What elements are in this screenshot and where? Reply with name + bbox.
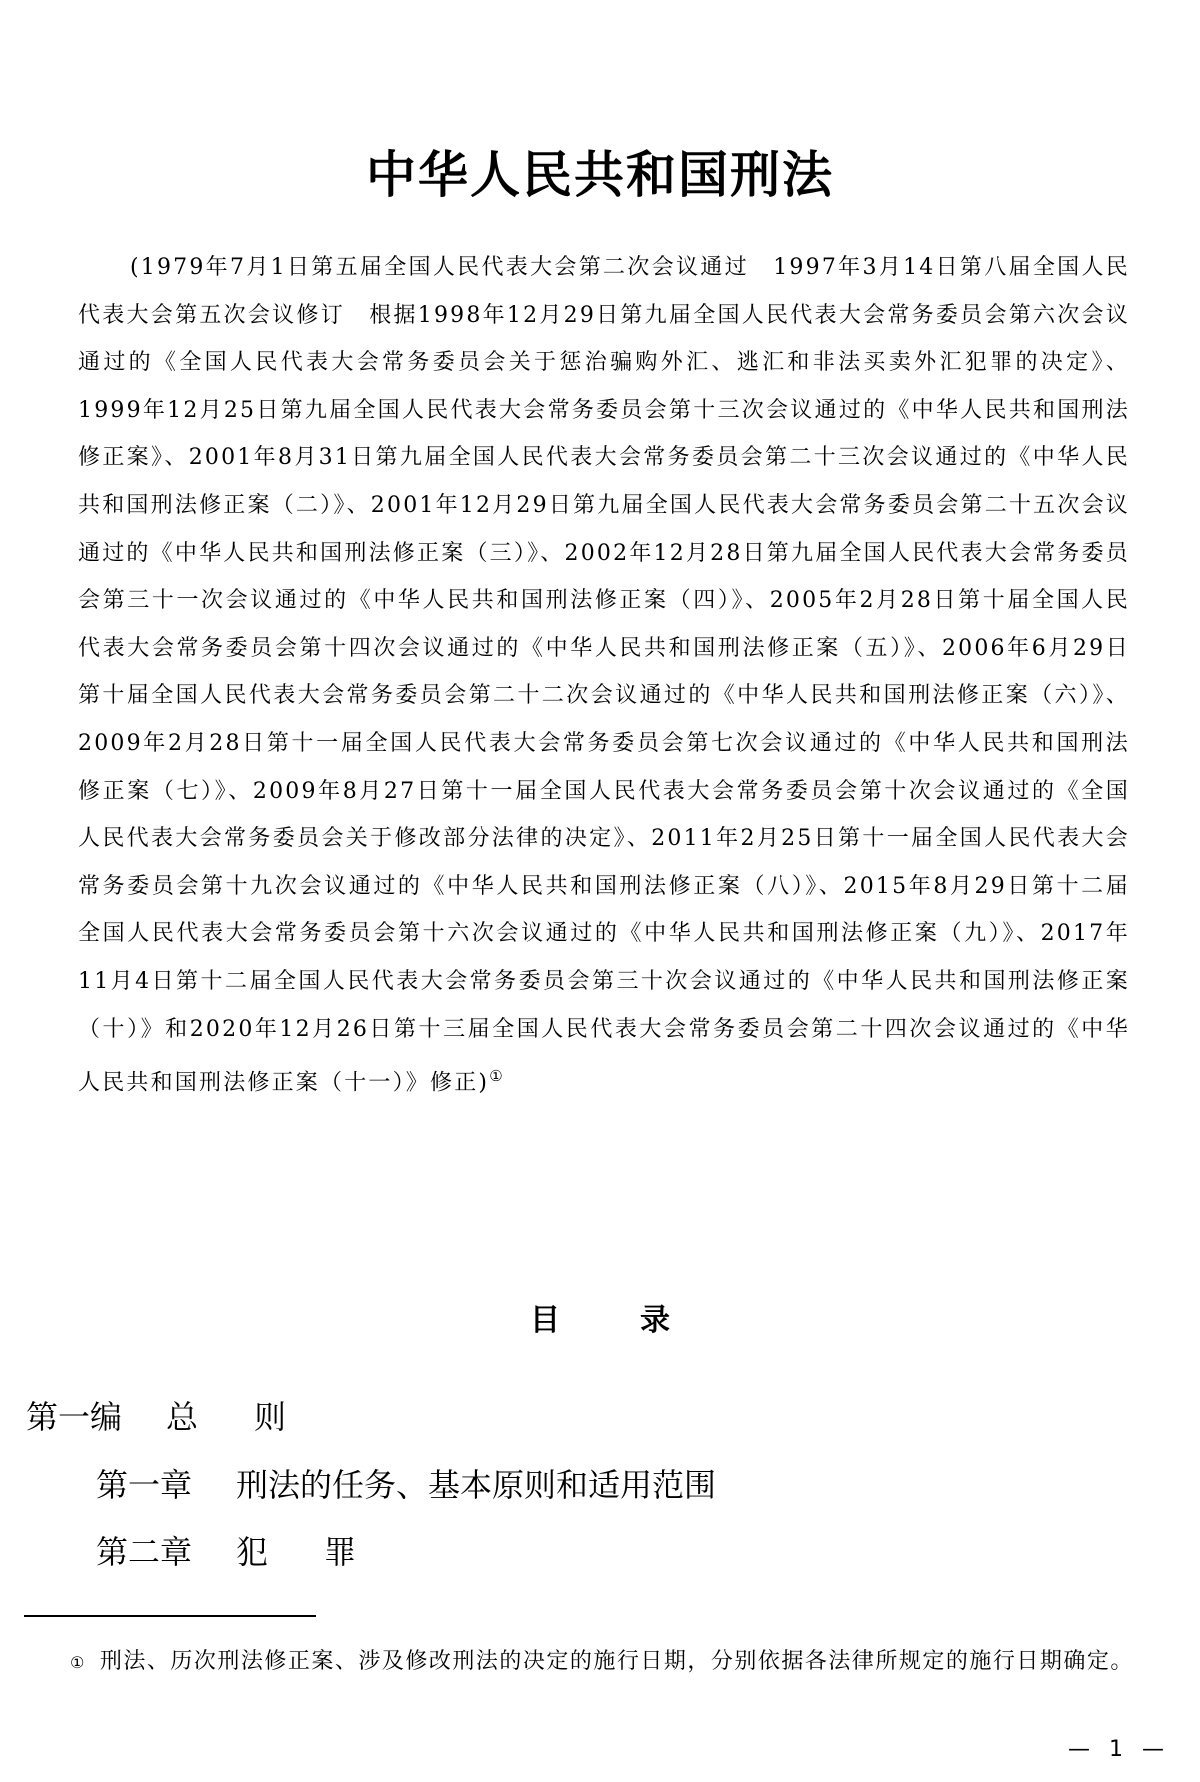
footnote-text: 刑法、历次刑法修正案、涉及修改刑法的决定的施行日期，分别依据各法律所规定的施行日期确定。: [99, 1649, 1134, 1674]
preface-paragraph: [78, 244, 1130, 1107]
page-number: — 1 —: [1068, 1737, 1170, 1762]
toc-chapter-title: 犯罪: [236, 1533, 413, 1571]
toc-chapter-label: 第二章: [96, 1533, 193, 1571]
footnote-divider: [24, 1615, 316, 1617]
toc-item-chapter-2[interactable]: [96, 1530, 412, 1574]
toc-chapter-title: 刑法的任务、基本原则和适用范围: [236, 1466, 717, 1504]
toc-heading-right: 录: [640, 1303, 670, 1338]
toc-item-chapter-1[interactable]: [96, 1463, 716, 1507]
footnote: [26, 1642, 1176, 1683]
preface-text: (1979年7月1日第五届全国人民代表大会第二次会议通过 1997年3月14日第八届全国人民代表大会第五次会议修订 根据1998年12月29日第九届全国人民代表大会常务委员会第六次会议通过的《全国人民代表大会常务委员会关于惩治骗购外汇、逃汇和非法买卖外汇犯罪的决定》、1999年12月25日第九届全国人民代表大会常务委员会第十三次会议通过的《中华人民共和国刑法修正案》、2001年8月31日第九届全国人民代表大会常务委员会第二十三次会议通过的《中华人民共和国刑法修正案（二）》、2001年12月29日第九届全国人民代表大会常务委员会第二十五次会议通过的《中华人民共和国刑法修正案（三）》、2002年12月28日第九届全国人民代表大会常务委员会第三十一次会议通过的《中华人民共和国刑法修正案（四）》、2005年2月28日第十届全国人民代表大会常务委员会第十四次会议通过的《中华人民共和国刑法修正案（五）》、2006年6月29日第十届全国人民代表大会常务委员会第二十二次会议通过的《中华人民共和国刑法修正案（六）》、2009年2月28日第十一届全国人民代表大会常务委员会第七次会议通过的《中华人民共和国刑法修正案（七）》、2009年8月27日第十一届全国人民代表大会常务委员会第十次会议通过的《全国人民代表大会常务委员会关于修改部分法律的决定》、2011年2月25日第十一届全国人民代表大会常务委员会第十九次会议通过的《中华人民共和国刑法修正案（八）》、2015年8月29日第十二届全国人民代表大会常务委员会第十六次会议通过的《中华人民共和国刑法修正案（九）》、2017年11月4日第十二届全国人民代表大会常务委员会第三十次会议通过的《中华人民共和国刑法修正案（十）》和2020年12月26日第十三届全国人民代表大会常务委员会第二十四次会议通过的《中华人民共和国刑法修正案（十一）》修正): [78, 255, 1130, 1096]
toc-item-part-1[interactable]: [26, 1395, 342, 1439]
document-title: 中华人民共和国刑法: [366, 145, 834, 204]
toc-heading: [0, 1300, 1200, 1342]
footnote-marker: ①: [70, 1653, 86, 1672]
toc-chapter-label: 第一章: [96, 1466, 193, 1504]
toc-part-title: 总则: [166, 1398, 343, 1436]
toc-heading-left: 目: [530, 1303, 560, 1338]
footnote-reference[interactable]: ①: [489, 1067, 503, 1086]
toc-part-label: 第一编: [26, 1398, 123, 1436]
